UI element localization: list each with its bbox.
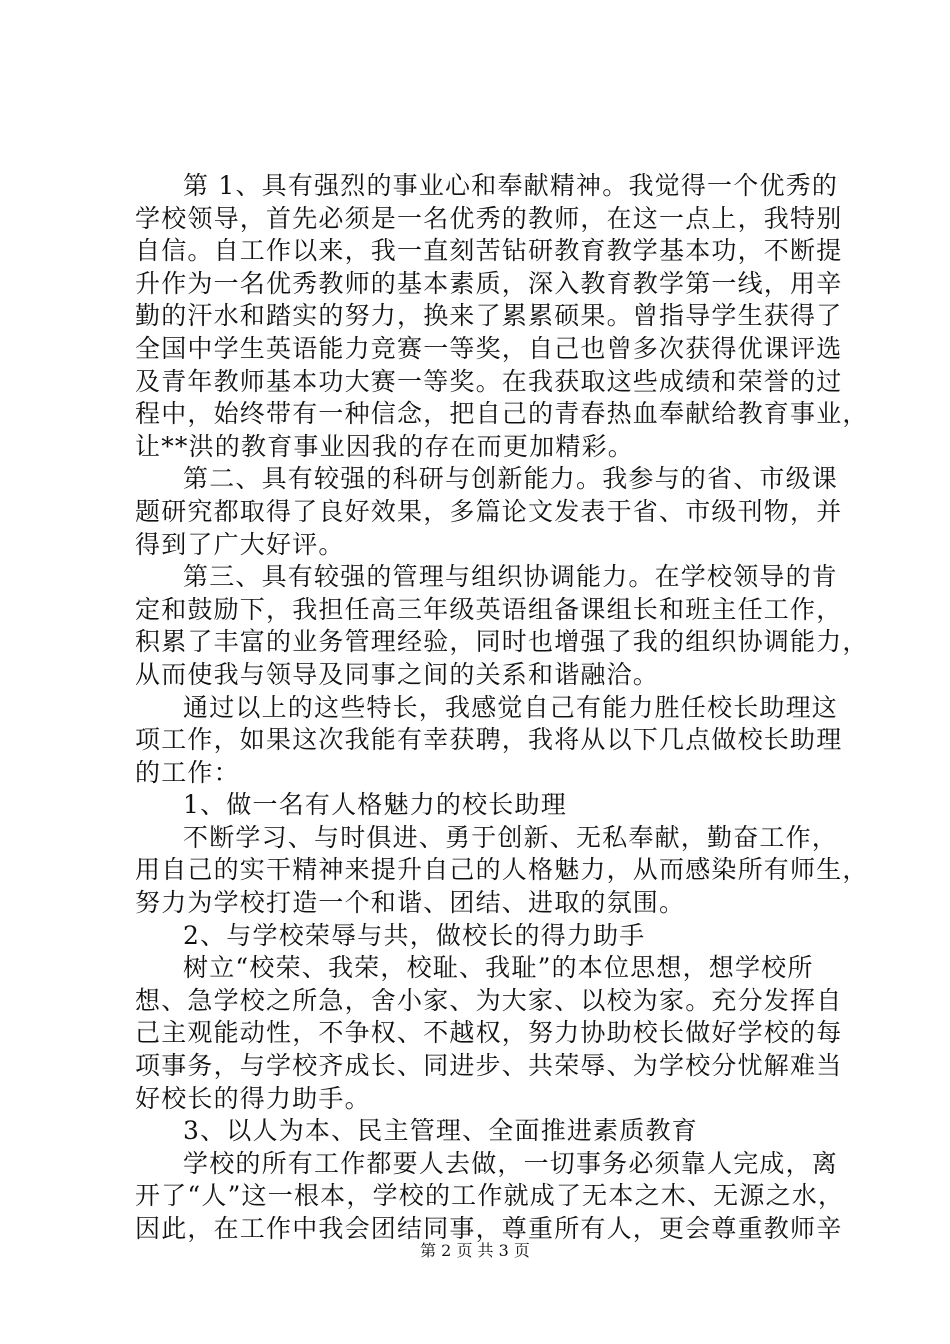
paragraph-line: 全国中学生英语能力竞赛一等奖，自己也曾多次获得优课评选 xyxy=(135,333,843,363)
paragraph-line: 从而使我与领导及同事之间的关系和谐融洽。 xyxy=(135,659,660,689)
section-heading: 1、做一名有人格魅力的校长助理 xyxy=(183,790,567,820)
paragraph-line: 学校的所有工作都要人去做，一切事务必须靠人完成，离 xyxy=(183,1148,839,1178)
paragraph-line: 定和鼓励下，我担任高三年级英语组备课组长和班主任工作， xyxy=(135,594,843,624)
paragraph-line: 项工作，如果这次我能有幸获聘，我将从以下几点做校长助理 xyxy=(135,725,843,755)
section-heading: 3、以人为本、民主管理、全面推进素质教育 xyxy=(183,1116,698,1146)
paragraph-line: 己主观能动性，不争权、不越权，努力协助校长做好学校的每 xyxy=(135,1018,843,1048)
paragraph-line: 通过以上的这些特长，我感觉自己有能力胜任校长助理这 xyxy=(183,692,839,722)
paragraph-line: 因此，在工作中我会团结同事，尊重所有人，更会尊重教师辛 xyxy=(135,1214,843,1243)
paragraph-line: 积累了丰富的业务管理经验，同时也增强了我的组织协调能力， xyxy=(135,627,869,657)
paragraph-line: 及青年教师基本功大赛一等奖。在我获取这些成绩和荣誉的过 xyxy=(135,366,843,396)
paragraph-line: 的工作： xyxy=(135,757,240,787)
paragraph-line: 努力为学校打造一个和谐、团结、进取的氛围。 xyxy=(135,888,686,918)
paragraph-line: 用自己的实干精神来提升自己的人格魅力，从而感染所有师生， xyxy=(135,855,869,885)
paragraph-line: 升作为一名优秀教师的基本素质，深入教育教学第一线，用辛 xyxy=(135,268,843,298)
paragraph-line: 好校长的得力助手。 xyxy=(135,1083,371,1113)
document-body xyxy=(135,170,869,1246)
paragraph-line: 自信。自工作以来，我一直刻苦钻研教育教学基本功，不断提 xyxy=(135,236,843,266)
page-footer xyxy=(0,1241,950,1261)
section-heading: 2、与学校荣辱与共，做校长的得力助手 xyxy=(183,920,646,950)
paragraph-line: 第三、具有较强的管理与组织协调能力。在学校领导的肯 xyxy=(183,562,839,592)
page-number: 第 2 页 xyxy=(420,1241,473,1260)
paragraph-line: 第二、具有较强的科研与创新能力。我参与的省、市级课 xyxy=(183,464,839,494)
paragraph-line: 让**洪的教育事业因我的存在而更加精彩。 xyxy=(135,431,635,461)
paragraph-line: 程中，始终带有一种信念，把自己的青春热血奉献给教育事业， xyxy=(135,399,869,429)
paragraph-line: 得到了广大好评。 xyxy=(135,529,345,559)
paragraph-line: 项事务，与学校齐成长、同进步、共荣辱、为学校分忧解难当 xyxy=(135,1051,843,1081)
paragraph-line: 不断学习、与时俱进、勇于创新、无私奉献，勤奋工作， xyxy=(183,822,839,852)
paragraph-line: 想、急学校之所急，舍小家、为大家、以校为家。充分发挥自 xyxy=(135,985,843,1015)
paragraph-line: 勤的汗水和踏实的努力，换来了累累硕果。曾指导学生获得了 xyxy=(135,301,843,331)
paragraph-line: 树立“校荣、我荣，校耻、我耻”的本位思想，想学校所 xyxy=(183,953,814,983)
page-total: 共 3 页 xyxy=(477,1241,530,1260)
paragraph-line: 学校领导，首先必须是一名优秀的教师，在这一点上，我特别 xyxy=(135,203,843,233)
paragraph-line: 第 1、具有强烈的事业心和奉献精神。我觉得一个优秀的 xyxy=(183,171,839,200)
paragraph-line: 题研究都取得了良好效果，多篇论文发表于省、市级刊物，并 xyxy=(135,496,843,526)
paragraph-line: 开了“人”这一根本，学校的工作就成了无本之木、无源之水， xyxy=(135,1181,845,1211)
